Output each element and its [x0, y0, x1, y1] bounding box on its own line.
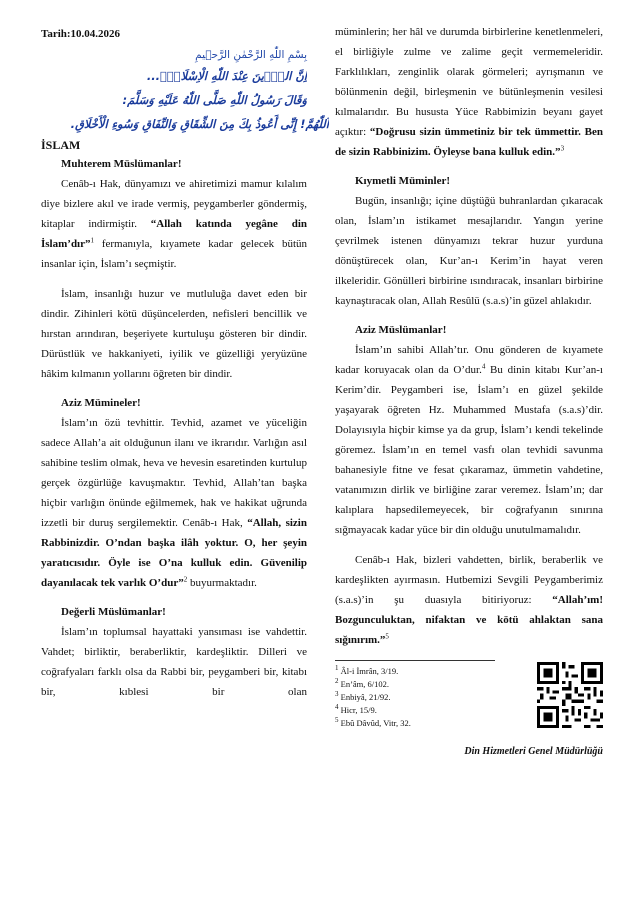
- paragraph: İslam, insanlığı huzur ve mutluluğa davet eden bir dindir. Zihinleri kötü düşüncelerden, nefisleri bencillik ve hırstan arındıran, beşeriyete kurtuluşu gösteren bir dindir. Dürüstlük ve hakkaniyeti, iyilik ve güzelliği yeryüzüne hâkim kılmanın yollarını öğreten bir dindir.: [41, 288, 307, 380]
- arabic-hadith-intro-line: وَقَالَ رَسُولُ اللّٰهِ صَلَّى اللّٰهُ عَلَيْهِ وَسَلَّمَ:: [122, 93, 307, 107]
- footnote-divider: [335, 660, 495, 661]
- section-heading: Kıymetli Müminler!: [355, 175, 451, 187]
- section-heading: Muhterem Müslümanlar!: [61, 158, 182, 170]
- footnote-item: $^4$ Hicr, 15/9.: [335, 703, 377, 715]
- footnotes-list: [335, 665, 515, 730]
- qr-code-icon[interactable]: [537, 662, 603, 728]
- paragraph: Bugün, insanlığı; içine düştüğü buhranlardan çıkaracak olan, İslam’ın istikamet mesajlarıdır. Yangın yerine çevrilmek istenen dünyamızı tekrar huzur yurduna dönüştürecek olan, Kur’an-ı Kerim’in hayat veren ilkeleridir. Gönülleri birbirine ısındıracak, insanları birbirine kaynaştıracak olan, Allah Resûlü (s.a.s)’in güzel ahlakıdır.: [335, 195, 603, 307]
- footnote-item: $^5$ Ebû Dâvûd, Vitr, 32.: [335, 716, 411, 728]
- quran-quote: “Doğrusu sizin ümmetiniz bir tek ümmettir. Ben de sizin Rabbinizim. Öyleyse bana kulluk edin.”: [335, 126, 604, 158]
- footnote-item: $^2$ En’âm, 6/102.: [335, 677, 390, 689]
- footnote-ref: 2: [183, 575, 188, 584]
- footer-area: [335, 660, 603, 780]
- footnote-ref: 5: [385, 632, 389, 641]
- arabic-dua-line: اَللّٰهُمَّ! إِنِّى أَعُوذُ بِكَ مِنَ الشِّقَاقِ وَالنِّفَاقِ وَسُوءِ الْأَخْلَاقِ.: [70, 117, 329, 131]
- publisher-label: Din Hizmetleri Genel Müdürlüğü: [464, 746, 603, 757]
- left-column: [41, 26, 329, 712]
- date-label: Tarih:10.04.2026: [41, 28, 121, 40]
- section-heading: Aziz Mümineler!: [61, 397, 141, 409]
- paragraph: Cenâb-ı Hak, dünyamızı ve ahiretimizi mamur kılalım diye bizlere akıl ve irade vermiş, peygamberler göndermiş, kitaplar indirmiştir. “Allah katında yegâne din İslam’dır”$^1$ fermanıyla, kıyamete kadar gelecek bütün insanlar için, İslam’ı seçmiştir.: [41, 178, 308, 270]
- paragraph: İslam’ın toplumsal hayattaki yansıması ise vahdettir. Vahdet; birliktir, beraberliktir, kardeşliktir. Dilleri ve coğrafyaları farklı olsa da Rabbi bir, peygamberi bir, kitabı bir, kıblesi bir olan: [41, 626, 307, 698]
- footnote-ref: 1: [90, 236, 94, 245]
- footnote-ref: 4: [481, 362, 486, 371]
- paragraph: İslam’ın özü tevhittir. Tevhid, azamet ve yüceliğin sadece Allah’a ait olduğunun ilanı ve ikrarıdır. Varlığın asıl sahibine teslim olmak, heva ve hevesin esaretinden kurtulup gerçek özgürlüğe kavuşmaktır. Tevhid, Allah’tan başka hiçbir varlığın önünde eğilmemek, hak ve hakikat uğrunda izzetli bir duruş sergilemektir. Cenâb-ı Hak, “Allah, sizin Rabbinizdir. O’ndan başka ilâh yoktur. O, her şeyin yaratıcısıdır. Öyle ise O’na kulluk edin. Güvenilip dayanılacak tek varlık O’dur”$^2$ buyurmaktadır.: [41, 417, 307, 589]
- paragraph: Cenâb-ı Hak, bizleri vahdetten, birlik, beraberlik ve kardeşlikten ayırmasın. Hutbemizi Sevgili Peygamberimiz (s.a.s)’in şu duasıyla bitiriyoruz: “Allah’ım! Bozgunculuktan, nifaktan ve kötü ahlaktan sana sığınırım.”$^5$: [335, 554, 603, 646]
- footnote-item: $^3$ Enbiyâ, 21/92.: [335, 690, 391, 702]
- quran-quote: “Allah, sizin Rabbinizdir. O’ndan başka ilâh yoktur. O, her şeyin yaratıcısıdır. Öyle ise O’na kulluk edin. Güvenilip dayanılacak tek varlık O’dur”: [41, 517, 307, 589]
- footnote-ref: 3: [560, 144, 565, 153]
- footnote-item: $^1$ Âl-i İmrân, 3/19.: [335, 664, 399, 676]
- paragraph: müminlerin; her hâl ve durumda birbirlerine kenetlenmeleri, el birliğiyle zulme ve zalime geçit vermemeleridir. Farklılıkları, zenginlik olarak görmeleri; ayrışmanın ve bölünmenin değil, birleşmenin ve bütünleşmenin vesilesi kılmalarıdır. Bu hususta Yüce Rabbimizin beyanı gayet açıktır: “Doğrusu sizin ümmetiniz bir tek ümmettir. Ben de sizin Rabbinizim. Öyleyse bana kulluk edin.”$^3$: [335, 26, 604, 158]
- arabic-verse-line: اِنَّ الدّٖينَ عِنْدَ اللّٰهِ الْاِسْلَامُۚ...: [146, 69, 307, 83]
- hadith-quote: “Allah’ım! Bozgunculuktan, nifaktan ve kötü ahlaktan sana sığınırım.”: [335, 594, 603, 646]
- quran-quote: “Allah katında yegâne din İslam’dır”: [41, 218, 308, 250]
- basmala-text: بِسْمِ اللّٰهِ الرَّحْمٰنِ الرَّحٖيمِ: [195, 49, 307, 61]
- paragraph: İslam’ın sahibi Allah’tır. Onu gönderen de kıyamete kadar koruyacak olan da O’dur.$^4$ Bu dinin kitabı Kur’an-ı Kerim’dir. Peygamberi ise, İslam’ı en güzel şekilde yaşayarak öğreten Hz. Muhammed Mustafa (s.a.s)’dir. Dolayısıyla hiçbir kimse ya da grup, İslam’ı kendi tekelinde göremez. İslam’ın en temel vasfı olan tevhidi savunma bahanesiyle fitne ve fesat çıkaramaz, ümmetin vahdetine, vatanımızın dirlik ve birliğine zarar veremez. İslam’ın; dar kalıplara hapsedilemeyecek, bir coğrafyanın sınırına sığmayacak kadar yüce bir din olduğu unutulmamalıdır.: [335, 344, 603, 536]
- sermon-title: İSLAM: [41, 138, 81, 152]
- right-column: [335, 22, 603, 780]
- section-heading: Aziz Müslümanlar!: [355, 324, 447, 336]
- section-heading: Değerli Müslümanlar!: [61, 606, 166, 618]
